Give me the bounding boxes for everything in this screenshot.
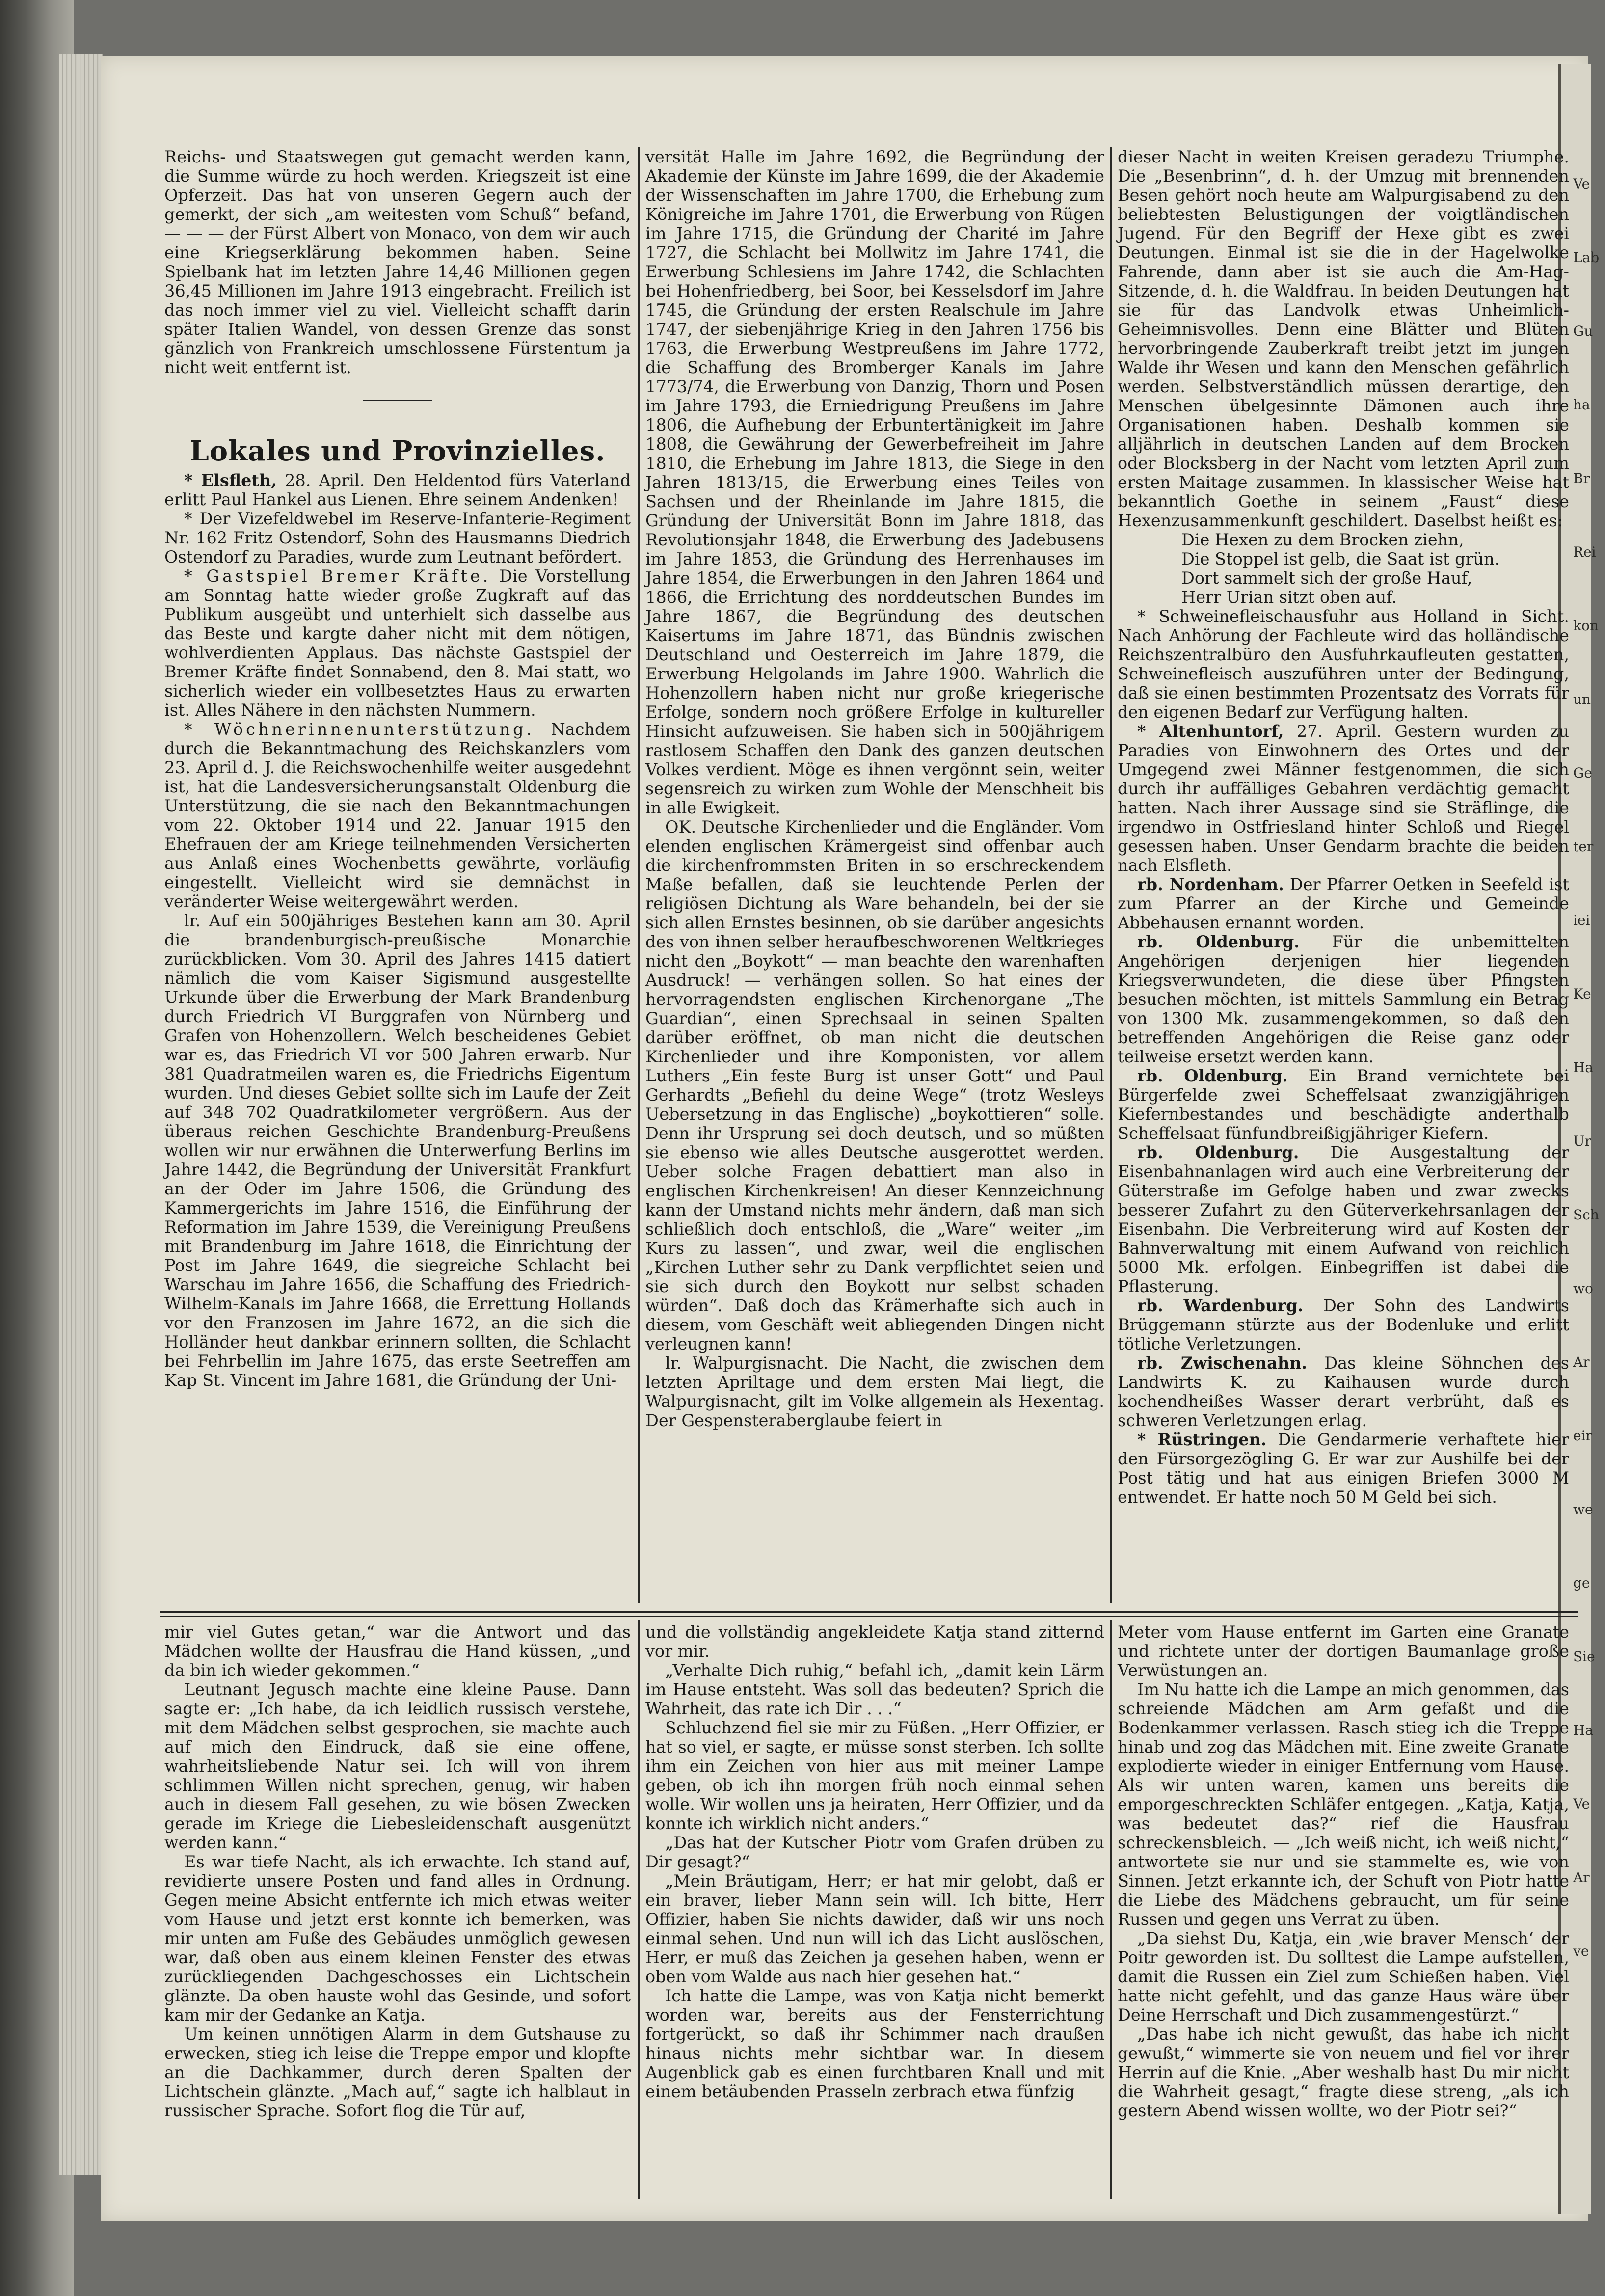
news-item (1118, 1143, 1569, 1296)
edge-fragment: Ve (1573, 176, 1590, 192)
page-stack-edge (59, 54, 103, 2175)
edge-fragment: wo (1573, 1280, 1593, 1297)
news-text: Ein Brand vernichtete bei Bürgerfelde zwei Scheffelsaat zwanzigjährigen Kiefernbestandes und beschädigte anderthalb Scheffelsaat fünfundbreißigjähriger Kiefern. (1118, 1066, 1569, 1143)
article-kirchenlieder: OK. Deutsche Kirchenlieder und die Engländer. Vom elenden englischen Krämergeist sind offenbar auch die kirchenfrommsten Briten in so erschreckendem Maße befallen, daß sie leuchtende Perlen der religiösen Dichtung als Ware behandeln, bei der sie sich allen Ernstes besinnen, ob sie darüber angesichts des von ihnen selber heraufbeschworenen Weltkrieges nicht den „Boykott“ — man beachte den warenhaften Ausdruck! — verhängen sollen. So hat eines der hervorragendsten englischen Kirchenorgane „The Guardian“, einen Sprechsaal in seinen Spalten darüber eröffnet, ob man nicht die deutschen Kirchenlieder und ihre Komponisten, vor allem Luthers „Ein feste Burg ist unser Gott“ und Paul Gerhardts „Befiehl du deine Wege“ (trotz Wesleys Uebersetzung in das Englische) „boykottieren“ solle. Denn ihr Ursprung sei doch deutsch, und so müßten sie ebenso wie alles Deutsche ausgerottet werden. Ueber solche Fragen debattiert man also in englischen Kirchenkreisen! An dieser Kennzeichnung kann der Umstand nichts mehr ändern, daß man sich schließlich doch entschloß, die „Ware“ weiter „im Kurs zu lassen“, und zwar, weil die englischen „Kirchen Luther sehr zu Dank verpflichtet seien und sie sich durch den Boykott nur selbst schaden würden“. Daß doch das Krämerhafte sich auch in diesem, vom Geschäft weit abliegenden Dingen nicht verleugnen kann! (645, 817, 1104, 1353)
story-paragraph: und die vollständig angekleidete Katja stand zitternd vor mir. (645, 1622, 1104, 1661)
news-text: Die Vorstellung am Sonntag hatte wieder große Zugkraft auf das Publikum ausgeübt und unterhielt sich dasselbe aus das Beste und kargte daher nicht mit dem nötigen, wohlverdienten Applaus. Das nächste Gastspiel der Bremer Kräfte findet Sonnabend, den 8. Mai statt, wo sicherlich wieder ein vollbesetztes Haus zu erwarten ist. Alles Nähere in den nächsten Nummern. (164, 567, 631, 720)
news-text: Die Ausgestaltung der Eisenbahnanlagen wird auch eine Verbreiterung der Güterstraße im Gefolge haben und zwar zwecks besserer Zufahrt zu den Güterverkehrsanlagen der Eisenbahn. Die Verbreiterung wird auf Kosten der Bahnverwaltung mit einem Aufwand von reichlich 5000 Mk. erfolgen. Einbegriffen ist dabei die Pflasterung. (1118, 1143, 1569, 1296)
news-item (164, 567, 631, 720)
story-paragraph: Im Nu hatte ich die Lampe an mich genommen, das schreiende Mädchen am Arm gefaßt und die Bodenkammer verlassen. Rasch stieg ich die Treppe hinab und zog das Mädchen mit. Eine zweite Granate explodierte wieder in einiger Entfernung vom Hause. Als wir unten waren, kamen uns bereits die emporgeschreckten Schläfer entgegen. „Katja, Katja, was bedeutet das?“ rief die Hausfrau schreckensbleich. — „Ich weiß nicht, ich weiß nicht,“ antwortete sie nur und sie stammelte es, wie von Sinnen. Jetzt erkannte ich, der Schuft von Piotr hatte die Liebe des Mädchens gebraucht, um für seine Russen und gegen uns Verrat zu üben. (1118, 1680, 1569, 1929)
edge-fragment: Gu (1573, 323, 1593, 339)
news-text: Nachdem durch die Bekanntmachung des Reichskanzlers vom 23. April d. J. die Reichswochenhilfe weiter ausgedehnt ist, hat die Landesversicherungsanstalt Oldenburg die Unterstützung, die sie nach den Bekanntmachungen vom 22. Oktober 1914 und 22. Januar 1915 den Ehefrauen der am Kriege teilnehmenden Versicherten aus Anlaß eines Wochenbetts gewährte, vorläufig eingestellt. Vielleicht wird sie demnächst in veränderter Weise weitergewährt werden. (164, 720, 631, 911)
verse-line: Herr Urian sitzt oben auf. (1181, 588, 1397, 607)
news-text: 27. April. Gestern wurden zu Paradies von Einwohnern des Ortes und der Umgegend zwei Männer festgenommen, die sich durch ihr auffälliges Gebahren verdächtig gemacht hatten. Nach ihrer Aussage sind sie Sträflinge, die irgendwo in Ostfriesland hinter Schloß und Riegel gesessen haben. Unser Gendarm brachte die beiden nach Elsfleth. (1118, 722, 1569, 875)
news-item: lr. Auf ein 500jähriges Bestehen kann am 30. April die brandenburgisch-preußische Monarchie zurückblicken. Vom 30. April des Jahres 1415 datiert nämlich die vom Kaiser Sigismund ausgestellte Urkunde über die Erwerbung der Mark Brandenburg durch Friedrich VI Burggrafen von Nürnberg und Grafen von Hohenzollern. Welch bescheidenes Gebiet war es, das Friedrich VI vor 500 Jahren erwarb. Nur 381 Quadratmeilen waren es, die Friedrichs Eigentum wurden. Und dieses Gebiet sollte sich im Laufe der Zeit auf 348 702 Quadratkilometer vergrößern. Aus der überaus reichen Geschichte Brandenburg-Preußens wollen wir nur erwähnen die Unterwerfung Berlins im Jahre 1442, die Begründung der Universität Frankfurt an der Oder im Jahre 1506, die Gründung des Kammergerichts im Jahre 1516, die Einführung der Reformation im Jahre 1539, die Vereinigung Preußens mit Brandenburg im Jahre 1618, die Einrichtung der Post im Jahre 1649, die siegreiche Schlacht bei Warschau im Jahre 1656, die Schaffung des Friedrich-Wilhelm-Kanals im Jahre 1668, die Errettung Hollands vor den Franzosen im Jahre 1672, an die sich die Holländer heut dankbar erinnern sollten, die Schlacht bei Fehrbellin im Jahre 1675, das erste Seetreffen am Kap St. Vincent im Jahre 1681, die Gründung der Uni- (164, 911, 631, 1390)
verse-line: Dort sammelt sich der große Hauf, (1181, 568, 1472, 588)
place-name: rb. Wardenburg. (1137, 1296, 1304, 1315)
news-text: Der Sohn des Landwirts Brüggemann stürzte aus der Bodenluke und erlitt tötliche Verletzungen. (1118, 1296, 1569, 1353)
edge-fragment: ge (1573, 1575, 1590, 1591)
article-walpurgisnacht: lr. Walpurgisnacht. Die Nacht, die zwischen dem letzten Apriltage und dem ersten Mai liegt, die Walpurgisnacht, gilt im Volke allgemein als Hexentag. Der Gespensteraberglaube feiert in (645, 1353, 1104, 1430)
place-name: * Altenhuntorf, (1137, 722, 1284, 741)
edge-fragment: ve (1573, 1943, 1589, 1959)
news-item (1118, 1353, 1569, 1430)
edge-fragment: Ar (1573, 1354, 1590, 1370)
feuilleton-rule-thin (160, 1616, 1578, 1617)
story-column-3 (1118, 1622, 1569, 2199)
place-name: * Rüstringen. (1137, 1430, 1267, 1449)
edge-fragment: kon (1573, 618, 1599, 634)
story-paragraph: Ich hatte die Lampe, was von Katja nicht bemerkt worden war, bereits aus der Fensterrichtung fortgerückt, so daß ihr Schimmer nach draußen hinaus nichts mehr sichtbar war. In diesem Augenblick gab es einen furchtbaren Knall und mit einem betäubenden Prasseln zerbrach etwa fünfzig (645, 1986, 1104, 2101)
edge-fragment: eir (1573, 1428, 1592, 1444)
edge-fragment: Sch (1573, 1207, 1599, 1223)
section-heading: Lokales und Provinzielles. (189, 435, 606, 467)
news-item (1118, 1430, 1569, 1507)
article-walpurgisnacht-cont: dieser Nacht in weiten Kreisen geradezu Triumphe. Die „Besenbrinn“, d. h. der Umzug mit brennenden Besen gehört noch heute am Walpurgisabend zu den beliebtesten Belustigungen der voigtländischen Jugend. Für den Begriff der Hexe gibt es zwei Deutungen. Einmal ist sie die in der Hagelwolke Fahrende, dann aber ist sie auch die Am-Hag-Sitzende, d. h. die Waldfrau. In beiden Deutungen hat sie für das Landvolk etwas Unheimlich-Geheimnisvolles. Denn eine Blätter und Blüten hervorbringende Zauberkraft treibt jetzt im jungen Walde ihr Wesen und kann den Menschen gefährlich werden. Selbstverständlich müssen derartige, den Menschen übelgesinnte Dämonen auch ihre Organisationen haben. Deshalb kommen sie alljährlich in deutschen Landen auf dem Brocken oder Blocksberg in der Nacht vom letzten April zum ersten Maitage zusammen. In klassischer Weise hat bekanntlich Goethe in seinem „Faust“ diese Hexenzusammenkunft geschildert. Daselbst heißt es: (1118, 147, 1569, 530)
news-item (1118, 722, 1569, 875)
column-2 (645, 147, 1104, 1605)
verse-line: Die Stoppel ist gelb, die Saat ist grün. (1181, 549, 1500, 568)
news-item (1118, 1296, 1569, 1353)
news-item (164, 720, 631, 911)
article-hohenzollern-cont: versität Halle im Jahre 1692, die Begründung der Akademie der Künste im Jahre 1699, die der Akademie der Wissenschaften im Jahre 1700, die Erhebung zum Königreiche im Jahre 1701, die Erwerbung von Rügen im Jahre 1715, die Gründung der Charité im Jahre 1727, die Schlacht bei Mollwitz im Jahre 1741, die Erwerbung Schlesiens im Jahre 1742, die Schlachten bei Hohenfriedberg, bei Soor, bei Kesselsdorf im Jahre 1745, die Gründung der ersten Realschule im Jahre 1747, der siebenjährige Krieg in den Jahren 1756 bis 1763, die Erwerbung Westpreußens im Jahre 1772, die Schaffung des Bromberger Kanals im Jahre 1773/74, die Erwerbung von Danzig, Thorn und Posen im Jahre 1793, die Erniedrigung Preußens im Jahre 1806, die Aufhebung der Erbuntertänigkeit im Jahre 1808, die Gewährung der Gewerbefreiheit im Jahre 1810, die Erhebung im Jahre 1813, die Siege in den Jahren 1813/15, die Erwerbung eines Teiles von Sachsen und der Rheinlande im Jahre 1815, die Gründung der Universität Bonn im Jahre 1818, das Revolutionsjahr 1848, die Erwerbung des Jadebusens im Jahre 1853, die Gründung des Herrenhauses im Jahre 1854, die Erwerbungen in den Jahren 1864 und 1866, die Errichtung des norddeutschen Bundes im Jahre 1867, die Begründung des deutschen Kaisertums im Jahre 1871, das Bündnis zwischen Deutschland und Oesterreich im Jahre 1879, die Erwerbung Helgolands im Jahre 1900. Wahrlich die Hohenzollern haben nicht nur große kriegerische Erfolge, sondern noch größere Erfolge in kultureller Hinsicht aufzuweisen. Sie haben sich in 500jährigem rastlosem Schaffen den Dank des ganzen deutschen Volkes verdient. Möge es ihnen vergönnt sein, weiter segensreich zu wirken zum Wohle der Menschheit bis in alle Ewigkeit. (645, 147, 1104, 817)
column-rule (638, 1620, 640, 2199)
story-paragraph: Meter vom Hause entfernt im Garten eine Granate und richtete unter der dortigen Baumanlage große Verwüstungen an. (1118, 1622, 1569, 1680)
edge-fragment: Ar (1573, 1869, 1590, 1886)
item-heading: * Wöchnerinnenunterstützung. (184, 720, 535, 739)
news-text: 28. April. Den Heldentod fürs Vaterland erlitt Paul Hankel aus Lienen. Ehre seinem Andenken! (164, 471, 631, 509)
column-3 (1118, 147, 1569, 1605)
column-rule (1110, 147, 1112, 1603)
story-column-1 (164, 1622, 631, 2199)
edge-fragment: Ur (1573, 1133, 1591, 1149)
news-item (1118, 875, 1569, 932)
story-paragraph: „Mein Bräutigam, Herr; er hat mir gelobt, daß er ein braver, lieber Mann sein will. Ich bitte, Herr Offizier, haben Sie nichts dawider, daß wir uns noch einmal sehen. Und nun will ich das Licht auslöschen, Herr, er muß das Zeichen ja gesehen haben, wenn er oben vom Walde aus nach hier gesehen hat.“ (645, 1871, 1104, 1986)
edge-fragment: un (1573, 691, 1591, 707)
place-name: rb. Zwischenahn. (1137, 1353, 1308, 1373)
story-column-2 (645, 1622, 1104, 2199)
edge-fragment: Ge (1573, 765, 1592, 781)
story-paragraph: Leutnant Jegusch machte eine kleine Pause. Dann sagte er: „Ich habe, da ich leidlich russisch verstehe, mit dem Mädchen selbst gesprochen, sie machte auch auf mich den Eindruck, daß sie eine offene, wahrheitsliebende Natur sei. Ich will von ihrem schlimmen Willen nicht sprechen, genug, wir haben auch in diesem Fall gesehen, zu wie bösen Zwecken gerade im Kriege die Liebesleidenschaft ausgenützt werden kann.“ (164, 1680, 631, 1852)
place-name: * Elsfleth, (184, 471, 277, 490)
story-paragraph: „Das habe ich nicht gewußt, das habe ich nicht gewußt,“ wimmerte sie von neuem und fiel vor ihrer Herrin auf die Knie. „Aber weshalb hast Du mir nicht die Wahrheit gesagt,“ fragte diese streng, „als ich gestern Abend wissen wollte, wo der Piotr sei?“ (1118, 2025, 1569, 2120)
edge-fragment: iei (1573, 912, 1590, 928)
section-divider (363, 400, 432, 401)
story-paragraph: „Verhalte Dich ruhig,“ befahl ich, „damit kein Lärm im Hause entsteht. Was soll das bedeuten? Sprich die Wahrheit, das rate ich Dir . . .“ (645, 1661, 1104, 1718)
place-name: rb. Oldenburg. (1137, 1066, 1288, 1085)
news-item (1118, 1066, 1569, 1143)
story-paragraph: Schluchzend fiel sie mir zu Füßen. „Herr Offizier, er hat so viel, er sagte, er müsse sonst sterben. Ich sollte ihm ein Zeichen von hier aus mit meiner Lampe geben, ob ich ihn morgen früh noch einmal sehen wolle. Wir wollen uns ja heiraten, Herr Offizier, und da konnte ich wirklich nicht anders.“ (645, 1718, 1104, 1833)
place-name: rb. Oldenburg. (1137, 1143, 1299, 1162)
story-paragraph: Es war tiefe Nacht, als ich erwachte. Ich stand auf, revidierte unsere Posten und fand alles in Ordnung. Gegen meine Absicht entfernte ich mich etwas weiter vom Hause und jetzt erst konnte ich bemerken, was mir unten am Fuße des Gebäudes unmöglich gewesen war, daß oben aus einem kleinen Fenster des etwas zurückliegenden Dachgeschosses ein Lichtschein glänzte. Da oben hauste wohl das Gesinde, und sofort kam mir der Gedanke an Katja. (164, 1852, 631, 2025)
story-paragraph: „Das hat der Kutscher Piotr vom Grafen drüben zu Dir gesagt?“ (645, 1833, 1104, 1871)
facing-page-fragments (1573, 147, 1600, 2062)
news-item (1118, 932, 1569, 1066)
edge-fragment: Ke (1573, 986, 1591, 1002)
edge-fragment: we (1573, 1501, 1593, 1517)
news-item: * Der Vizefeldwebel im Reserve-Infanterie-Regiment Nr. 162 Fritz Ostendorf, Sohn des Hausmanns Diedrich Ostendorf zu Paradies, wurde zum Leutnant befördert. (164, 509, 631, 567)
edge-fragment: ter (1573, 838, 1594, 855)
news-item (164, 471, 631, 509)
edge-fragment: Sie (1573, 1648, 1595, 1665)
place-name: rb. Nordenham. (1137, 875, 1284, 894)
feuilleton-rule (160, 1611, 1578, 1613)
story-paragraph: „Da siehst Du, Katja, ein ,wie braver Mensch‘ der Poitr geworden ist. Du solltest die Lampe aufstellen, damit die Russen ein Ziel zum Schießen haben. Viel hatte nicht gefehlt, und das ganze Haus wäre über Deine Herrschaft und Dich zusammengestürzt.“ (1118, 1929, 1569, 2025)
place-name: rb. Oldenburg. (1137, 932, 1300, 951)
verse-line: Die Hexen zu dem Brocken ziehn, (1181, 530, 1464, 549)
edge-fragment: Br (1573, 470, 1590, 486)
edge-fragment: Ha (1573, 1059, 1594, 1076)
column-1 (164, 147, 631, 1605)
edge-fragment: ha (1573, 397, 1590, 413)
story-paragraph: Um keinen unnötigen Alarm in dem Gutshause zu erwecken, stieg ich leise die Treppe empor und klopfte an die Dachkammer, durch deren Spalten der Lichtschein glänzte. „Mach auf,“ sagte ich halblaut in russischer Sprache. Sofort flog die Tür auf, (164, 2025, 631, 2120)
news-text: Der Pfarrer Oetken in Seefeld ist zum Pfarrer an der Kirche und Gemeinde Abbehausen ernannt worden. (1118, 875, 1569, 932)
story-paragraph: mir viel Gutes getan,“ war die Antwort und das Mädchen wollte der Hausfrau die Hand küssen, „und da bin ich wieder gekommen.“ (164, 1622, 631, 1680)
edge-fragment: Rei (1573, 544, 1596, 560)
news-text: Für die unbemittelten Angehörigen derjenigen hier liegenden Kriegsverwundeten, die diese über Pfingsten besuchen möchten, ist mittels Sammlung ein Betrag von 1300 Mk. zusammengekommen, so daß den betreffenden Angehörigen die Reise ganz oder teilweise ersetzt werden kann. (1118, 932, 1569, 1066)
item-heading: * Gastspiel Bremer Kräfte. (184, 567, 491, 586)
edge-fragment: Ha (1573, 1722, 1594, 1738)
news-text: Das kleine Söhnchen des Landwirts K. zu Kaihausen wurde durch kochendheißes Wasser derart verbrüht, daß es schweren Verletzungen erlag. (1118, 1353, 1569, 1430)
news-text: Die Gendarmerie verhaftete hier den Fürsorgezögling G. Er war zur Aushilfe bei der Post tätig und hat aus einigen Briefen 3000 M entwendet. Er hatte noch 50 M Geld bei sich. (1118, 1430, 1569, 1507)
column-rule (1110, 1620, 1112, 2199)
edge-fragment: Ve (1573, 1796, 1590, 1812)
edge-fragment: Lab (1573, 249, 1600, 266)
news-item: * Schweinefleischausfuhr aus Holland in Sicht. Nach Anhörung der Fachleute wird das holländische Reichszentralbüro den Ausfuhrkaufleuten gestatten, Schweinefleisch auszuführen unter der Bedingung, daß sie einen bestimmten Prozentsatz des Vorrats für den eigenen Bedarf zur Verfügung halten. (1118, 607, 1569, 722)
column-rule (638, 147, 640, 1603)
article-monaco: Reichs- und Staatswegen gut gemacht werden kann, die Summe würde zu hoch werden. Kriegszeit ist eine Opferzeit. Das hat von unseren Gegern auch der gemerkt, der sich „am weitesten vom Schuß“ befand, — — — der Fürst Albert von Monaco, von dem wir auch eine Kriegserklärung bekommen haben. Seine Spielbank hat im letzten Jahre 14,46 Millionen gegen 36,45 Millionen im Jahre 1913 eingebracht. Freilich ist das noch immer viel zu viel. Vielleicht schafft darin später Italien Wandel, von dessen Grenze das sonst gänzlich von Frankreich umschlossene Fürstentum ja nicht weit entfernt ist. (164, 147, 631, 377)
